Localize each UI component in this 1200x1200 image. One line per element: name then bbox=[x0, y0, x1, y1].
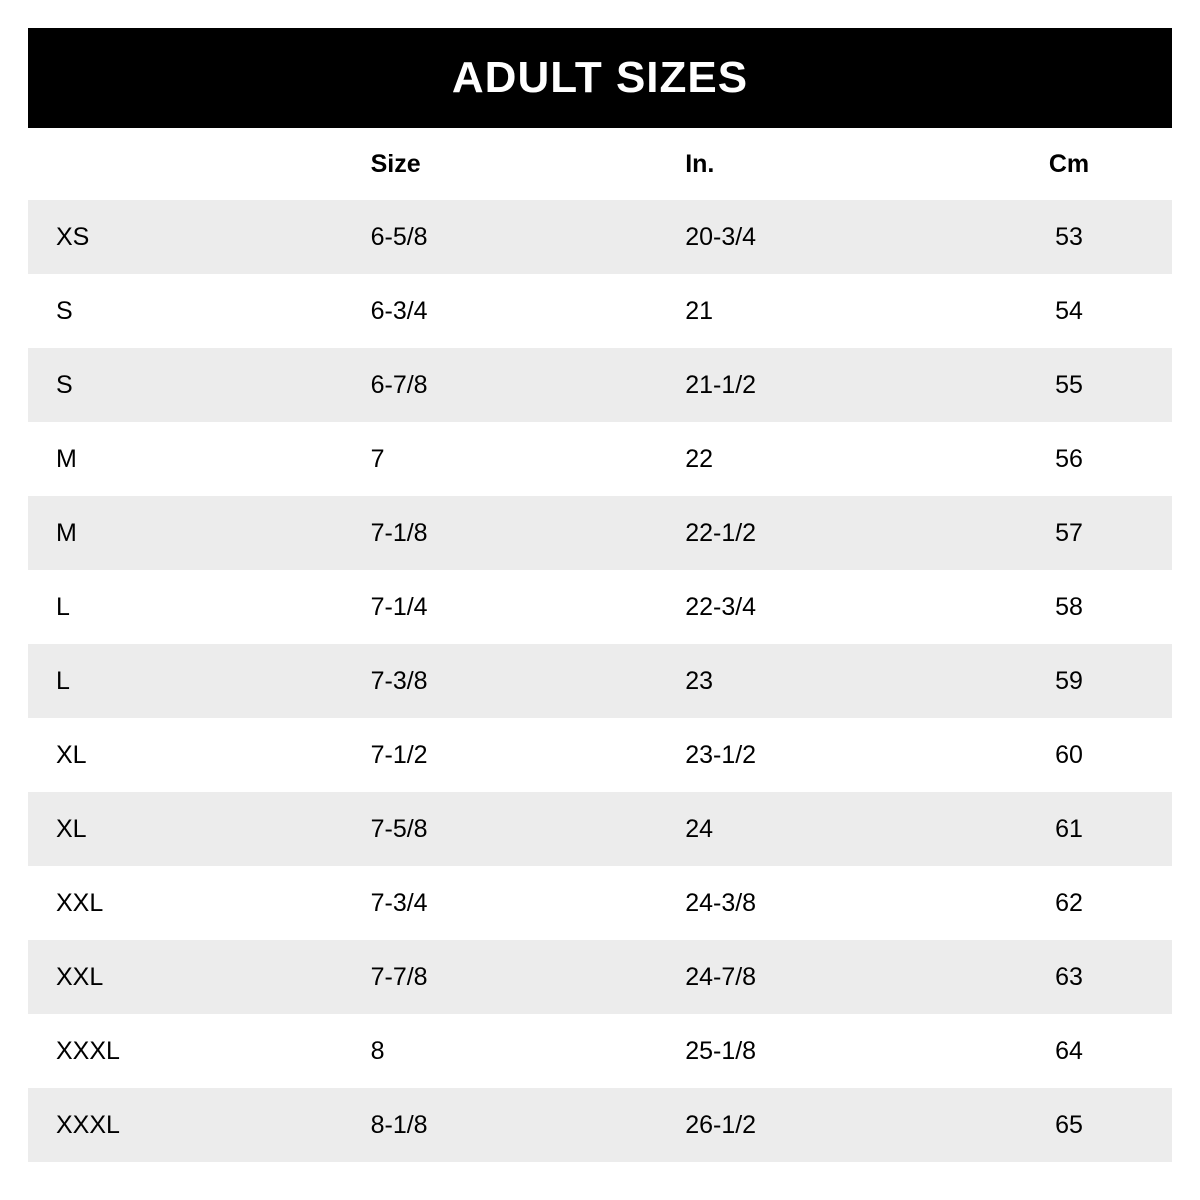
table-row bbox=[28, 866, 1172, 940]
column-header-cm: Cm bbox=[966, 128, 1172, 200]
cell-label: XXL bbox=[28, 940, 343, 1014]
cell-label: M bbox=[28, 422, 343, 496]
cell-label: XXL bbox=[28, 866, 343, 940]
cell-size: 6-5/8 bbox=[343, 200, 658, 274]
chart-title-bar bbox=[28, 28, 1172, 128]
column-header-size: Size bbox=[343, 128, 658, 200]
table-row bbox=[28, 940, 1172, 1014]
cell-cm: 63 bbox=[966, 940, 1172, 1014]
header-row bbox=[28, 128, 1172, 200]
cell-inches: 25-1/8 bbox=[657, 1014, 966, 1088]
table-row bbox=[28, 1014, 1172, 1088]
cell-size: 7-1/2 bbox=[343, 718, 658, 792]
cell-size: 6-3/4 bbox=[343, 274, 658, 348]
cell-inches: 24 bbox=[657, 792, 966, 866]
cell-size: 7-1/8 bbox=[343, 496, 658, 570]
cell-cm: 60 bbox=[966, 718, 1172, 792]
table-row bbox=[28, 570, 1172, 644]
cell-cm: 62 bbox=[966, 866, 1172, 940]
cell-cm: 56 bbox=[966, 422, 1172, 496]
table-row bbox=[28, 792, 1172, 866]
cell-cm: 57 bbox=[966, 496, 1172, 570]
cell-inches: 22-3/4 bbox=[657, 570, 966, 644]
cell-label: S bbox=[28, 348, 343, 422]
cell-label: S bbox=[28, 274, 343, 348]
cell-inches: 26-1/2 bbox=[657, 1088, 966, 1162]
table-row bbox=[28, 422, 1172, 496]
page-title: ADULT SIZES bbox=[451, 53, 749, 102]
table-row bbox=[28, 348, 1172, 422]
table-row bbox=[28, 644, 1172, 718]
cell-size: 7-1/4 bbox=[343, 570, 658, 644]
cell-size: 7-5/8 bbox=[343, 792, 658, 866]
cell-inches: 23-1/2 bbox=[657, 718, 966, 792]
cell-label: XL bbox=[28, 792, 343, 866]
cell-cm: 59 bbox=[966, 644, 1172, 718]
table-row bbox=[28, 274, 1172, 348]
column-header-inches: In. bbox=[657, 128, 966, 200]
cell-label: L bbox=[28, 644, 343, 718]
table-row bbox=[28, 496, 1172, 570]
cell-size: 7-3/8 bbox=[343, 644, 658, 718]
cell-label: XXXL bbox=[28, 1088, 343, 1162]
cell-inches: 24-3/8 bbox=[657, 866, 966, 940]
cell-cm: 54 bbox=[966, 274, 1172, 348]
cell-inches: 22-1/2 bbox=[657, 496, 966, 570]
cell-size: 6-7/8 bbox=[343, 348, 658, 422]
cell-size: 7-3/4 bbox=[343, 866, 658, 940]
cell-size: 7 bbox=[343, 422, 658, 496]
cell-cm: 64 bbox=[966, 1014, 1172, 1088]
cell-cm: 55 bbox=[966, 348, 1172, 422]
table-body bbox=[28, 200, 1172, 1162]
cell-size: 7-7/8 bbox=[343, 940, 658, 1014]
cell-label: XL bbox=[28, 718, 343, 792]
cell-label: XXXL bbox=[28, 1014, 343, 1088]
cell-inches: 20-3/4 bbox=[657, 200, 966, 274]
table-row bbox=[28, 200, 1172, 274]
cell-label: M bbox=[28, 496, 343, 570]
cell-label: XS bbox=[28, 200, 343, 274]
cell-cm: 53 bbox=[966, 200, 1172, 274]
size-chart-table bbox=[28, 128, 1172, 1162]
cell-inches: 21-1/2 bbox=[657, 348, 966, 422]
cell-label: L bbox=[28, 570, 343, 644]
cell-size: 8 bbox=[343, 1014, 658, 1088]
column-header-blank bbox=[28, 128, 343, 200]
table-row bbox=[28, 1088, 1172, 1162]
cell-cm: 61 bbox=[966, 792, 1172, 866]
cell-cm: 65 bbox=[966, 1088, 1172, 1162]
cell-inches: 23 bbox=[657, 644, 966, 718]
cell-inches: 22 bbox=[657, 422, 966, 496]
cell-size: 8-1/8 bbox=[343, 1088, 658, 1162]
cell-inches: 21 bbox=[657, 274, 966, 348]
table-row bbox=[28, 718, 1172, 792]
cell-cm: 58 bbox=[966, 570, 1172, 644]
table-header bbox=[28, 128, 1172, 200]
cell-inches: 24-7/8 bbox=[657, 940, 966, 1014]
